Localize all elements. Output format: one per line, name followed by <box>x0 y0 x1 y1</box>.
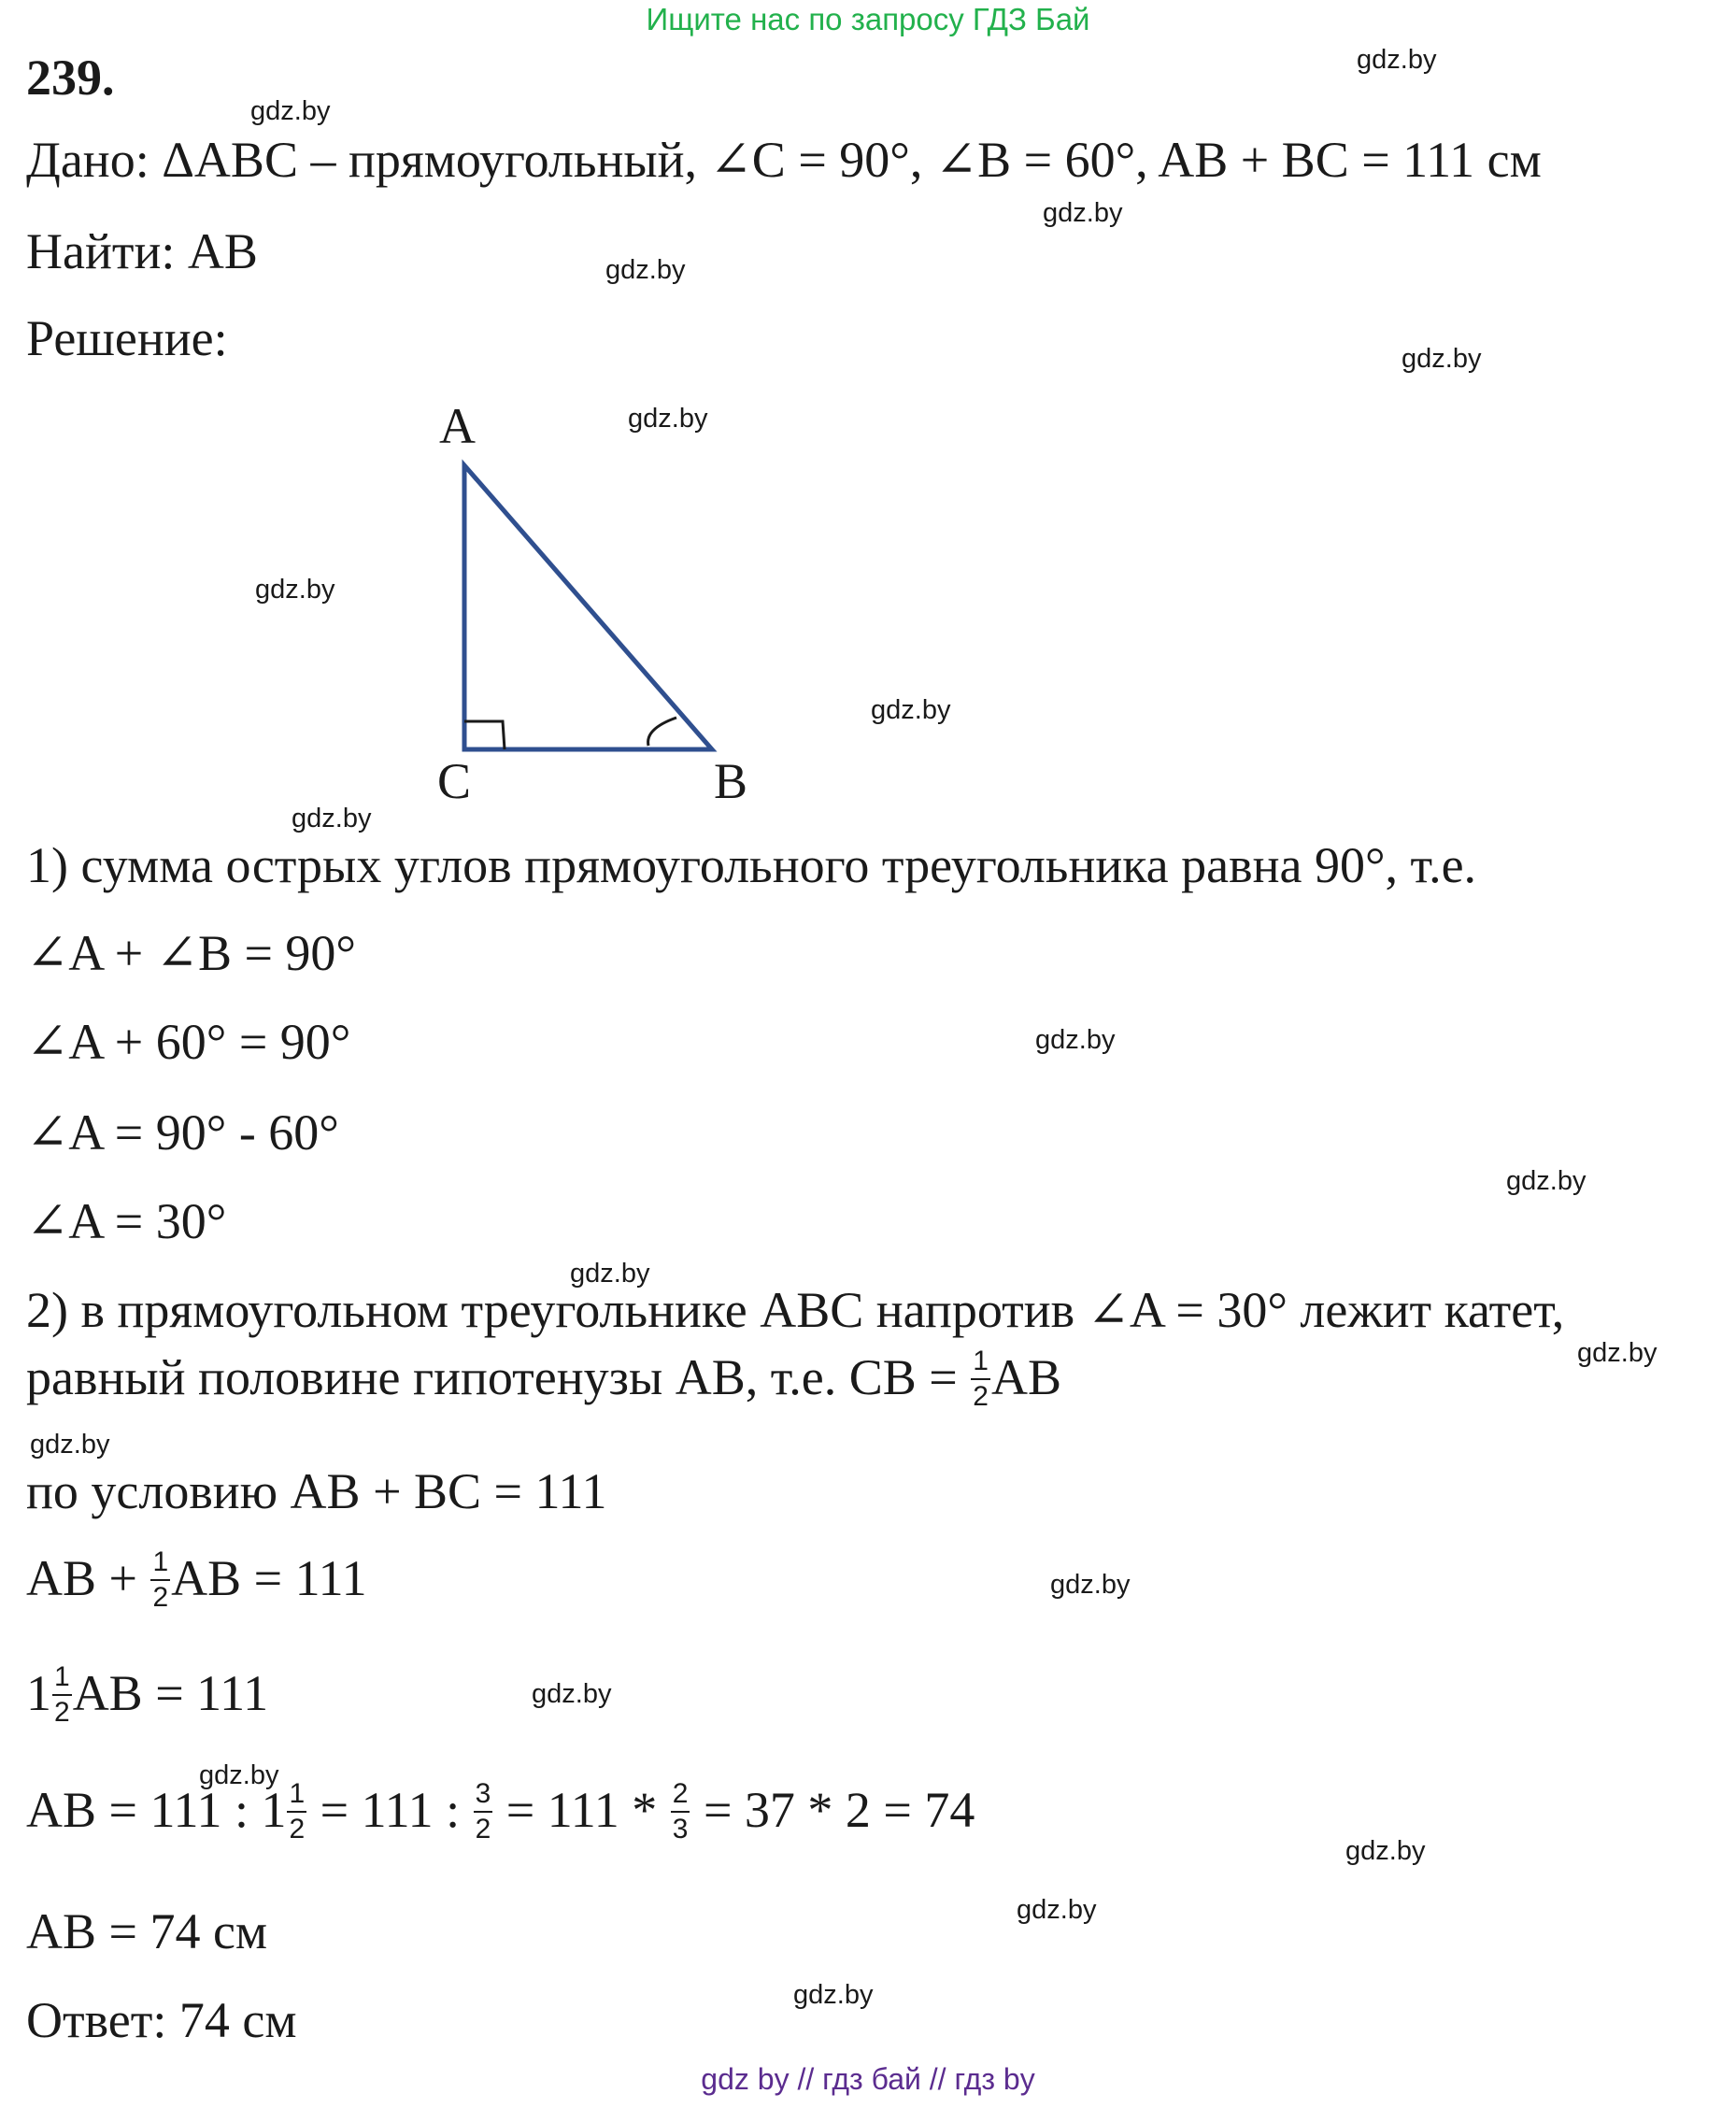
step2-condition: по условию AB + BC = 111 <box>26 1463 607 1519</box>
watermark: gdz.by <box>1035 1025 1116 1055</box>
watermark: gdz.by <box>1577 1338 1658 1368</box>
problem-number: 239. <box>26 50 115 106</box>
watermark: gdz.by <box>1050 1570 1131 1600</box>
step2-result: AB = 74 см <box>26 1903 268 1959</box>
fraction-three-halves: $\frac{3}{2}$ <box>475 1777 491 1844</box>
watermark: gdz.by <box>871 695 951 725</box>
angle-b-arc <box>648 718 676 746</box>
watermark: gdz.by <box>250 96 331 126</box>
step2-eq2-pre: 1 <box>26 1665 51 1721</box>
step2-eq3-d: = 37 * 2 = 74 <box>690 1782 975 1838</box>
watermark: gdz.by <box>1506 1166 1587 1196</box>
fraction-half: $\frac{1}{2}$ <box>152 1545 169 1613</box>
find-text: Найти: AB <box>26 223 258 279</box>
watermark: gdz.by <box>1043 198 1123 228</box>
step1-eq1: ∠A + ∠B = 90° <box>26 925 357 981</box>
watermark: gdz.by <box>793 1980 874 2010</box>
step2-eq2-post: AB = 111 <box>72 1665 269 1721</box>
vertex-label-a: A <box>439 398 476 454</box>
top-banner: Ищите нас по запросу ГДЗ Бай <box>646 2 1090 36</box>
watermark: gdz.by <box>292 804 372 833</box>
fraction-two-thirds: $\frac{2}{3}$ <box>672 1777 689 1844</box>
watermark: gdz.by <box>1357 45 1437 75</box>
step1-eq3: ∠A = 90° - 60° <box>26 1104 339 1161</box>
step2-line2 <box>26 1345 1061 1415</box>
watermark: gdz.by <box>199 1760 279 1790</box>
step2-line1: 2) в прямоугольном треугольнике ABC напротив ∠A = 30° лежит катет, <box>26 1282 1565 1338</box>
fraction-half: $\frac{1}{2}$ <box>54 1660 70 1728</box>
triangle-abc <box>464 465 712 749</box>
vertex-label-c: C <box>437 753 472 809</box>
step1-eq2: ∠A + 60° = 90° <box>26 1014 351 1070</box>
step1-eq4: ∠A = 30° <box>26 1193 227 1249</box>
watermark: gdz.by <box>605 255 686 285</box>
step2-line2-post: AB <box>990 1349 1061 1405</box>
watermark: gdz.by <box>628 404 708 434</box>
right-angle-mark <box>464 721 505 749</box>
step2-eq1-pre: AB + <box>26 1550 150 1606</box>
solution-label: Решение: <box>26 310 228 366</box>
step1-text: 1) сумма острых углов прямоугольного треугольника равна 90°, т.е. <box>26 837 1477 893</box>
step2-line2-pre: равный половине гипотенузы AB, т.е. CB = <box>26 1349 971 1405</box>
watermark: gdz.by <box>255 575 335 605</box>
fraction-half: $\frac{1}{2}$ <box>289 1777 306 1844</box>
step2-eq3-a: AB = 111 : 1 <box>26 1782 287 1838</box>
watermark: gdz.by <box>570 1259 650 1289</box>
watermark: gdz.by <box>532 1679 612 1709</box>
given-text: Дано: ΔABC – прямоугольный, ∠C = 90°, ∠B = 60°, AB + BC = 111 см <box>26 132 1542 188</box>
step2-eq3 <box>26 1777 975 1847</box>
watermark: gdz.by <box>1402 344 1482 374</box>
answer-text: Ответ: 74 см <box>26 1992 297 2048</box>
step2-eq1-post: AB = 111 <box>171 1550 367 1606</box>
step2-eq2 <box>26 1660 269 1731</box>
vertex-label-b: B <box>714 753 748 809</box>
fraction-half: $\frac{1}{2}$ <box>973 1345 989 1412</box>
step2-eq3-c: = 111 * <box>493 1782 670 1838</box>
watermark: gdz.by <box>30 1430 110 1460</box>
step2-eq3-b: = 111 : <box>307 1782 473 1838</box>
footer-links: gdz by // гдз бай // гдз by <box>701 2062 1035 2096</box>
watermark: gdz.by <box>1345 1836 1426 1866</box>
watermark: gdz.by <box>1017 1895 1097 1925</box>
step2-eq1 <box>26 1545 367 1616</box>
